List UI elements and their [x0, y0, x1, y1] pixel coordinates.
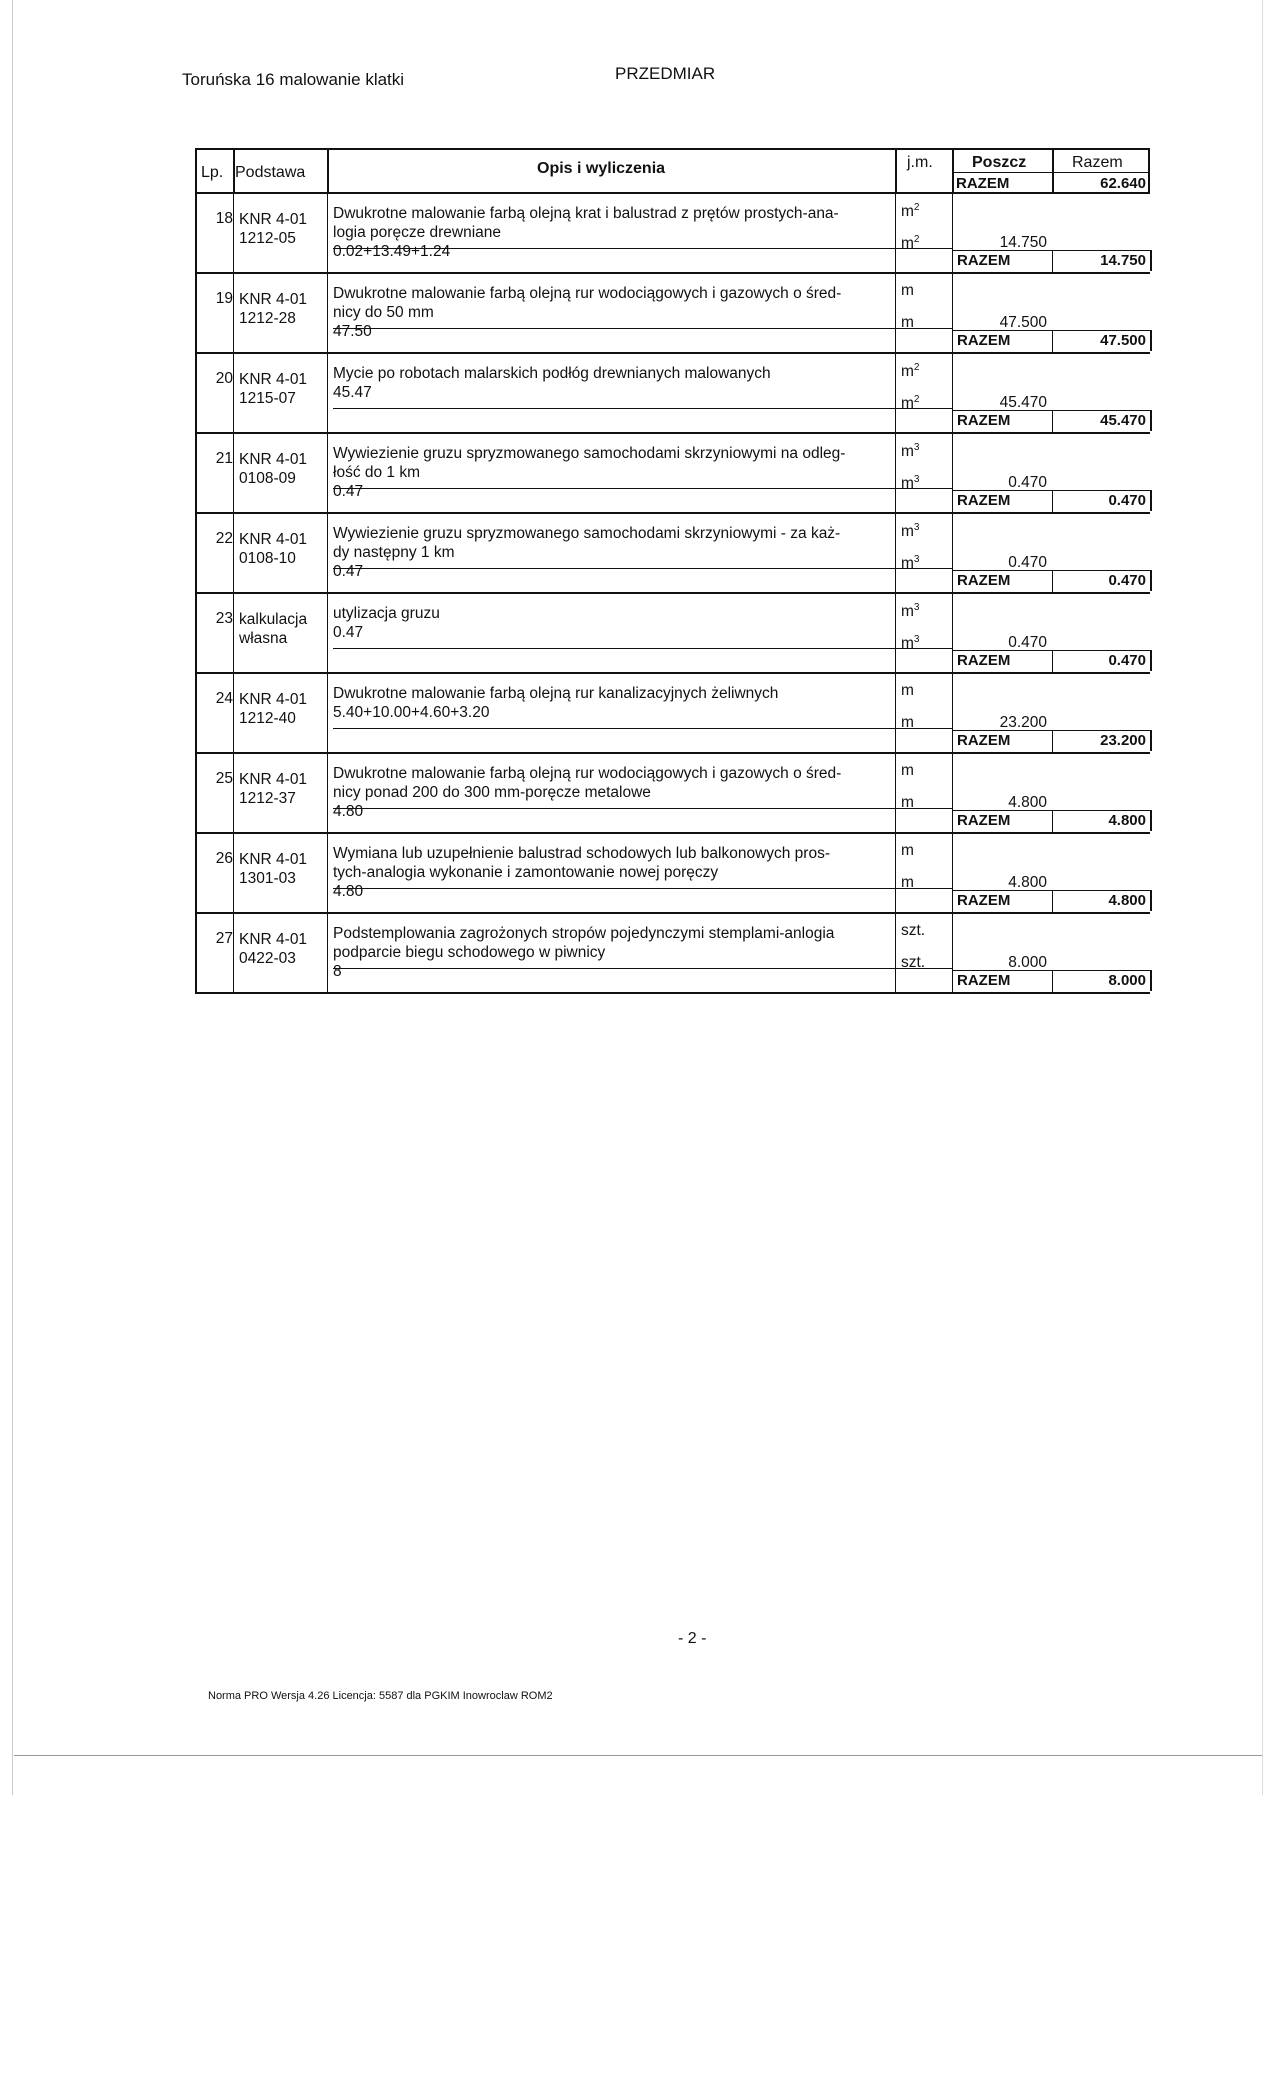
- table-row: [195, 354, 1150, 434]
- row-lp: 24: [215, 690, 233, 707]
- row-razem-value: 8.000: [1108, 972, 1146, 989]
- row-jm: $m^2$: [901, 202, 920, 221]
- carry-over-value: 62.640: [1100, 175, 1146, 192]
- table-header: [195, 148, 1150, 194]
- row-razem-value: 23.200: [1100, 732, 1146, 749]
- row-podstawa: KNR 4-01 0422-03: [239, 931, 308, 967]
- row-poszcz: 14.750: [999, 234, 1047, 251]
- row-opis: Wywiezienie gruzu spryzmowanego samochodami skrzyniowymi - za każ- dy następny 1 km 0.47: [333, 524, 888, 581]
- table-row: [195, 674, 1150, 754]
- row-jm-calc: $m^2$: [901, 394, 920, 413]
- footer-note: Norma PRO Wersja 4.26 Licencja: 5587 dla PGKIM Inowroclaw ROM2: [208, 1690, 553, 1702]
- row-lp: 22: [215, 530, 233, 547]
- page-edge-left: [12, 0, 13, 1795]
- row-razem-value: 47.500: [1100, 332, 1146, 349]
- row-opis: utylizacja gruzu 0.47: [333, 604, 888, 642]
- row-jm-calc: m: [901, 714, 914, 731]
- row-jm: m: [901, 762, 914, 779]
- row-poszcz: 45.470: [999, 394, 1047, 411]
- row-jm: m: [901, 682, 914, 699]
- row-podstawa: kalkulacja własna: [239, 611, 308, 647]
- row-lp: 25: [215, 770, 233, 787]
- row-calc: 4.80: [333, 883, 364, 900]
- row-jm: m: [901, 282, 914, 299]
- table-row: [195, 274, 1150, 354]
- row-podstawa: KNR 4-01 1212-40: [239, 691, 308, 727]
- row-poszcz: 0.470: [1008, 474, 1047, 491]
- row-lp: 23: [215, 610, 233, 627]
- row-podstawa: KNR 4-01 1212-05: [239, 211, 308, 247]
- row-opis: Dwukrotne malowanie farbą olejną rur kanalizacyjnych żeliwnych 5.40+10.00+4.60+3.20: [333, 684, 888, 722]
- row-jm-calc: szt.: [901, 954, 926, 971]
- column-lp: Lp.: [201, 164, 224, 181]
- table-row: [195, 834, 1150, 914]
- row-jm-calc: m: [901, 874, 914, 891]
- row-calc: 4.80: [333, 803, 364, 820]
- row-calc: 0.02+13.49+1.24: [333, 243, 451, 260]
- row-razem-value: 14.750: [1100, 252, 1146, 269]
- row-opis: Wymiana lub uzupełnienie balustrad schodowych lub balkonowych pros- tych-analogia wykonanie i zamontowanie nowej poręczy 4.80: [333, 844, 888, 901]
- row-jm: $m^3$: [901, 602, 920, 621]
- row-poszcz: 0.470: [1008, 634, 1047, 651]
- row-calc: 0.47: [333, 624, 364, 641]
- row-jm: $m^3$: [901, 442, 920, 461]
- row-podstawa: KNR 4-01 0108-09: [239, 451, 308, 487]
- bottom-rule: [14, 1755, 1262, 1756]
- row-lp: 19: [215, 290, 233, 307]
- row-jm-calc: $m^3$: [901, 554, 920, 573]
- row-poszcz: 47.500: [999, 314, 1047, 331]
- row-razem-label: RAZEM: [957, 812, 1011, 829]
- row-lp: 20: [215, 370, 233, 387]
- row-jm-calc: $m^2$: [901, 234, 920, 253]
- row-poszcz: 0.470: [1008, 554, 1047, 571]
- row-calc: 45.47: [333, 384, 372, 401]
- row-jm-calc: $m^3$: [901, 474, 920, 493]
- row-lp: 21: [215, 450, 233, 467]
- row-jm: $m^3$: [901, 522, 920, 541]
- row-razem-label: RAZEM: [957, 732, 1011, 749]
- row-razem-value: 0.470: [1108, 492, 1146, 509]
- table-body: [195, 194, 1150, 994]
- row-calc: 0.47: [333, 563, 364, 580]
- row-jm-calc: m: [901, 794, 914, 811]
- row-razem-label: RAZEM: [957, 572, 1011, 589]
- row-razem-value: 4.800: [1108, 892, 1146, 909]
- row-podstawa: KNR 4-01 1301-03: [239, 851, 308, 887]
- row-jm: szt.: [901, 922, 926, 939]
- row-razem-label: RAZEM: [957, 892, 1011, 909]
- column-podstawa: Podstawa: [235, 164, 306, 181]
- row-razem-value: 4.800: [1108, 812, 1146, 829]
- row-podstawa: KNR 4-01 1215-07: [239, 371, 308, 407]
- row-lp: 27: [215, 930, 233, 947]
- row-razem-value: 45.470: [1100, 412, 1146, 429]
- row-opis: Mycie po robotach malarskich podłóg drewnianych malowanych 45.47: [333, 364, 888, 402]
- row-poszcz: 4.800: [1008, 794, 1047, 811]
- row-jm-calc: m: [901, 314, 914, 331]
- row-razem-label: RAZEM: [957, 252, 1011, 269]
- row-jm: m: [901, 842, 914, 859]
- row-lp: 18: [215, 210, 233, 227]
- table-row: [195, 914, 1150, 994]
- row-opis: Dwukrotne malowanie farbą olejną rur wodociągowych i gazowych o śred- nicy do 50 mm 47.50: [333, 284, 888, 341]
- carry-over-label: RAZEM: [956, 175, 1010, 192]
- row-calc: 5.40+10.00+4.60+3.20: [333, 704, 490, 721]
- table-row: [195, 754, 1150, 834]
- row-poszcz: 8.000: [1008, 954, 1047, 971]
- column-razem: Razem: [1072, 154, 1123, 171]
- row-razem-label: RAZEM: [957, 652, 1011, 669]
- document-heading: PRZEDMIAR: [615, 64, 716, 83]
- row-jm-calc: $m^3$: [901, 634, 920, 653]
- row-razem-label: RAZEM: [957, 332, 1011, 349]
- page-number: - 2 -: [678, 1630, 707, 1647]
- row-calc: 0.47: [333, 483, 364, 500]
- row-jm: $m^2$: [901, 362, 920, 381]
- row-opis: Dwukrotne malowanie farbą olejną rur wodociągowych i gazowych o śred- nicy ponad 200 do 300 mm-poręcze metalowe 4.80: [333, 764, 888, 821]
- row-poszcz: 23.200: [999, 714, 1047, 731]
- row-opis: Wywiezienie gruzu spryzmowanego samochodami skrzyniowymi na odleg- łość do 1 km 0.47: [333, 444, 888, 501]
- table-row: [195, 594, 1150, 674]
- document-title: Toruńska 16 malowanie klatki: [182, 70, 405, 89]
- table-row: [195, 434, 1150, 514]
- row-razem-label: RAZEM: [957, 492, 1011, 509]
- row-razem-label: RAZEM: [957, 972, 1011, 989]
- row-razem-value: 0.470: [1108, 572, 1146, 589]
- row-podstawa: KNR 4-01 1212-28: [239, 291, 308, 327]
- row-calc: 47.50: [333, 323, 372, 340]
- row-calc: 8: [333, 963, 342, 980]
- row-poszcz: 4.800: [1008, 874, 1047, 891]
- row-podstawa: KNR 4-01 0108-10: [239, 531, 308, 567]
- row-razem-label: RAZEM: [957, 412, 1011, 429]
- carry-over-row: [952, 172, 1150, 193]
- row-lp: 26: [215, 850, 233, 867]
- row-opis: Dwukrotne malowanie farbą olejną krat i balustrad z prętów prostych-ana- logia poręcze drewniane 0.02+13.49+1.24: [333, 204, 888, 261]
- column-poszcz: Poszcz: [972, 154, 1027, 171]
- table-row: [195, 514, 1150, 594]
- estimate-table: [195, 148, 1150, 994]
- column-jm: j.m.: [907, 154, 933, 171]
- row-opis: Podstemplowania zagrożonych stropów pojedynczymi stemplami-anlogia podparcie biegu schodowego w piwnicy 8: [333, 924, 888, 981]
- row-podstawa: KNR 4-01 1212-37: [239, 771, 308, 807]
- column-opis: Opis i wyliczenia: [537, 160, 666, 177]
- table-row: [195, 194, 1150, 274]
- page-edge-right: [1262, 0, 1263, 1795]
- row-razem-value: 0.470: [1108, 652, 1146, 669]
